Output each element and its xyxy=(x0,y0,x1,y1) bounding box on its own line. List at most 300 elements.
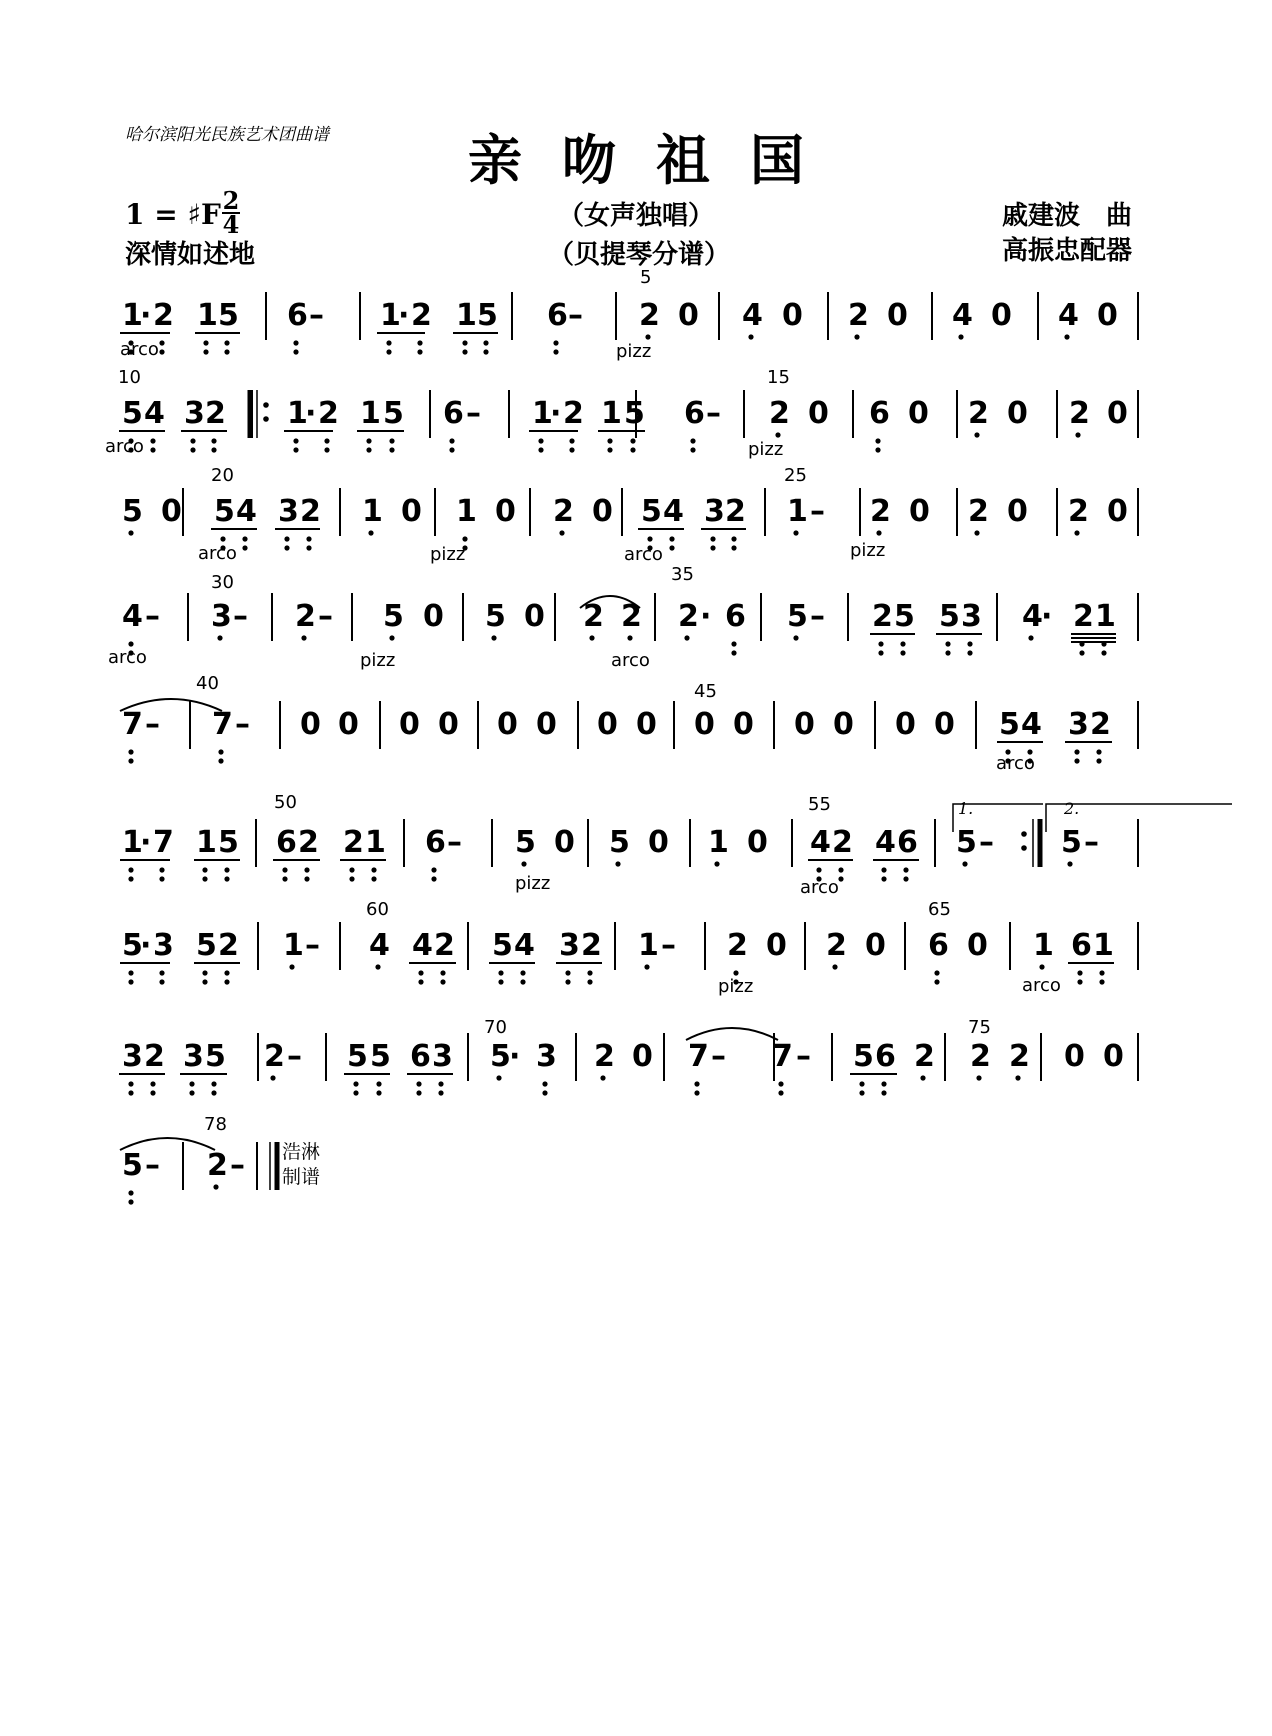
octave-dot xyxy=(1015,1075,1020,1080)
octave-dot xyxy=(282,876,287,881)
octave-dot xyxy=(128,530,133,535)
octave-dot xyxy=(150,1090,155,1095)
note-3: 3 xyxy=(1068,707,1089,742)
octave-dot xyxy=(289,964,294,969)
note-0: 0 xyxy=(808,396,829,431)
octave-dot xyxy=(389,635,394,640)
octave-dot xyxy=(854,334,859,339)
note-2: 2 xyxy=(205,396,226,431)
note-0: 0 xyxy=(794,707,815,742)
note-2: 2 xyxy=(678,599,699,634)
octave-dot xyxy=(881,867,886,872)
octave-dot xyxy=(128,749,133,754)
note-2: 2 xyxy=(581,928,602,963)
octave-dot xyxy=(438,1081,443,1086)
measure-number: 20 xyxy=(211,465,234,486)
articulation-label: pizz xyxy=(515,873,551,894)
dash-note: – xyxy=(145,599,160,634)
measure-number: 65 xyxy=(928,899,951,920)
octave-dot xyxy=(202,970,207,975)
note-7: 7 xyxy=(212,707,233,742)
octave-dot xyxy=(213,1184,218,1189)
note-3: 3 xyxy=(536,1039,557,1074)
octave-dot xyxy=(645,334,650,339)
octave-dot xyxy=(159,979,164,984)
note-0: 0 xyxy=(636,707,657,742)
dash-note: – xyxy=(796,1039,811,1074)
dash-note: – xyxy=(1084,825,1099,860)
octave-dot xyxy=(449,438,454,443)
note-6: 6 xyxy=(547,298,568,333)
octave-dot xyxy=(967,650,972,655)
note-5: 5 xyxy=(485,599,506,634)
note-2: 2 xyxy=(318,396,339,431)
octave-dot xyxy=(1067,861,1072,866)
octave-dot xyxy=(189,1081,194,1086)
note-1: 1 xyxy=(1095,599,1116,634)
octave-dot xyxy=(1075,432,1080,437)
octave-dot xyxy=(224,970,229,975)
articulation-label: pizz xyxy=(616,341,652,362)
octave-dot xyxy=(710,536,715,541)
articulation-label: arco xyxy=(800,877,839,898)
octave-dot xyxy=(881,1090,886,1095)
octave-dot xyxy=(128,867,133,872)
octave-dot xyxy=(190,438,195,443)
octave-dot xyxy=(417,340,422,345)
octave-dot xyxy=(498,979,503,984)
note-2: 2 xyxy=(621,599,642,634)
note-0: 0 xyxy=(833,707,854,742)
measure-number: 55 xyxy=(808,794,831,815)
note-2: 2 xyxy=(832,825,853,860)
articulation-label: pizz xyxy=(850,540,886,561)
octave-dot xyxy=(203,349,208,354)
note-5: 5 xyxy=(894,599,915,634)
octave-dot xyxy=(607,438,612,443)
note-6: 6 xyxy=(869,396,890,431)
dash-note: – xyxy=(711,1039,726,1074)
octave-dot xyxy=(353,1090,358,1095)
octave-dot xyxy=(224,876,229,881)
note-2: 2 xyxy=(848,298,869,333)
octave-dot xyxy=(190,447,195,452)
octave-dot xyxy=(900,641,905,646)
note-0: 0 xyxy=(1007,396,1028,431)
note-4: 4 xyxy=(144,396,165,431)
note-2: 2 xyxy=(968,494,989,529)
octave-dot xyxy=(224,979,229,984)
octave-dot xyxy=(150,438,155,443)
note-0: 0 xyxy=(161,494,182,529)
octave-dot xyxy=(159,970,164,975)
arranger: 高振忠配器 xyxy=(1002,236,1133,266)
octave-dot xyxy=(838,867,843,872)
note-0: 0 xyxy=(1103,1039,1124,1074)
note-5: 5 xyxy=(939,599,960,634)
octave-dot xyxy=(304,876,309,881)
note-3: 3 xyxy=(211,599,232,634)
octave-dot xyxy=(324,447,329,452)
articulation-label: pizz xyxy=(360,650,396,671)
octave-dot xyxy=(587,979,592,984)
dash-note: – xyxy=(447,825,462,860)
octave-dot xyxy=(748,334,753,339)
octave-dot xyxy=(417,349,422,354)
octave-dot xyxy=(431,867,436,872)
note-2: 2 xyxy=(914,1039,935,1074)
measure-number: 45 xyxy=(694,681,717,702)
page-title: 亲吻祖国 xyxy=(468,129,844,192)
octave-dot xyxy=(859,1090,864,1095)
note-5: 5 xyxy=(383,396,404,431)
note-3: 3 xyxy=(183,1039,204,1074)
note-1: 1 xyxy=(601,396,622,431)
octave-dot xyxy=(962,861,967,866)
octave-dot xyxy=(553,340,558,345)
octave-dot xyxy=(375,964,380,969)
octave-dot xyxy=(974,530,979,535)
note-4: 4 xyxy=(742,298,763,333)
octave-dot xyxy=(1077,979,1082,984)
note-2: 2 xyxy=(207,1148,228,1183)
note-3: 3 xyxy=(704,494,725,529)
note-1: 1 xyxy=(1093,928,1114,963)
octave-dot xyxy=(669,536,674,541)
note-0: 0 xyxy=(991,298,1012,333)
note-0: 0 xyxy=(967,928,988,963)
note-4: 4 xyxy=(514,928,535,963)
octave-dot xyxy=(587,970,592,975)
note-5: 5 xyxy=(122,1148,143,1183)
note-1: 1 xyxy=(380,298,401,333)
octave-dot xyxy=(1074,749,1079,754)
note-5: 5 xyxy=(122,396,143,431)
note-0: 0 xyxy=(895,707,916,742)
octave-dot xyxy=(694,1081,699,1086)
repeat-dot xyxy=(263,402,269,408)
octave-dot xyxy=(218,749,223,754)
note-3: 3 xyxy=(122,1039,143,1074)
octave-dot xyxy=(431,876,436,881)
octave-dot xyxy=(644,964,649,969)
note-7: 7 xyxy=(122,707,143,742)
octave-dot xyxy=(875,447,880,452)
note-0: 0 xyxy=(782,298,803,333)
note-2: 2 xyxy=(264,1039,285,1074)
repeat-dot xyxy=(1021,831,1027,837)
octave-dot xyxy=(218,758,223,763)
octave-dot xyxy=(498,970,503,975)
note-0: 0 xyxy=(401,494,422,529)
octave-dot xyxy=(1096,758,1101,763)
octave-dot xyxy=(903,867,908,872)
dash-note: – xyxy=(318,599,333,634)
octave-dot xyxy=(934,979,939,984)
octave-dot xyxy=(203,340,208,345)
measure-number: 75 xyxy=(968,1017,991,1038)
note-2: 2 xyxy=(1090,707,1111,742)
note-2: 2 xyxy=(343,825,364,860)
octave-dot xyxy=(565,979,570,984)
dot-augment: · xyxy=(305,396,317,431)
note-5: 5 xyxy=(624,396,645,431)
note-3: 3 xyxy=(961,599,982,634)
dash-note: – xyxy=(287,1039,302,1074)
note-2: 2 xyxy=(153,298,174,333)
octave-dot xyxy=(793,635,798,640)
volta-number: 2. xyxy=(1064,799,1080,818)
measure-number: 25 xyxy=(784,465,807,486)
dash-note: – xyxy=(706,396,721,431)
note-0: 0 xyxy=(632,1039,653,1074)
note-1: 1 xyxy=(1033,928,1054,963)
octave-dot xyxy=(189,1090,194,1095)
octave-dot xyxy=(324,438,329,443)
note-0: 0 xyxy=(592,494,613,529)
octave-dot xyxy=(282,867,287,872)
octave-dot xyxy=(496,1075,501,1080)
note-1: 1 xyxy=(365,825,386,860)
tempo-marking: 深情如述地 xyxy=(125,240,256,270)
dot-augment: · xyxy=(700,599,712,634)
octave-dot xyxy=(371,876,376,881)
dot-augment: · xyxy=(509,1039,521,1074)
octave-dot xyxy=(306,545,311,550)
subtitle-part: （贝提琴分谱） xyxy=(548,240,731,270)
articulation-label: pizz xyxy=(748,439,784,460)
note-5: 5 xyxy=(641,494,662,529)
octave-dot xyxy=(483,349,488,354)
dash-note: – xyxy=(979,825,994,860)
note-4: 4 xyxy=(236,494,257,529)
octave-dot xyxy=(202,876,207,881)
octave-dot xyxy=(150,1081,155,1086)
note-0: 0 xyxy=(1007,494,1028,529)
note-3: 3 xyxy=(278,494,299,529)
articulation-label: pizz xyxy=(430,544,466,565)
octave-dot xyxy=(859,1081,864,1086)
note-5: 5 xyxy=(492,928,513,963)
note-5: 5 xyxy=(218,825,239,860)
octave-dot xyxy=(242,545,247,550)
octave-dot xyxy=(875,438,880,443)
note-2: 2 xyxy=(727,928,748,963)
octave-dot xyxy=(714,861,719,866)
note-2: 2 xyxy=(218,928,239,963)
note-0: 0 xyxy=(1107,396,1128,431)
note-0: 0 xyxy=(766,928,787,963)
octave-dot xyxy=(878,641,883,646)
note-2: 2 xyxy=(434,928,455,963)
octave-dot xyxy=(368,530,373,535)
octave-dot xyxy=(589,635,594,640)
note-1: 1 xyxy=(360,396,381,431)
articulation-label: arco xyxy=(624,544,663,565)
note-7: 7 xyxy=(153,825,174,860)
measure-number: 30 xyxy=(211,572,234,593)
octave-dot xyxy=(128,1199,133,1204)
note-0: 0 xyxy=(648,825,669,860)
octave-dot xyxy=(128,1090,133,1095)
note-3: 3 xyxy=(432,1039,453,1074)
note-1: 1 xyxy=(456,494,477,529)
note-2: 2 xyxy=(298,825,319,860)
articulation-label: arco xyxy=(198,543,237,564)
note-1: 1 xyxy=(122,298,143,333)
note-6: 6 xyxy=(276,825,297,860)
dot-augment: · xyxy=(398,298,410,333)
octave-dot xyxy=(876,530,881,535)
measure-number: 70 xyxy=(484,1017,507,1038)
note-7: 7 xyxy=(772,1039,793,1074)
octave-dot xyxy=(349,876,354,881)
note-1: 1 xyxy=(283,928,304,963)
octave-dot xyxy=(418,979,423,984)
note-5: 5 xyxy=(370,1039,391,1074)
octave-dot xyxy=(293,349,298,354)
octave-dot xyxy=(306,536,311,541)
note-5: 5 xyxy=(609,825,630,860)
octave-dot xyxy=(1074,530,1079,535)
note-2: 2 xyxy=(639,298,660,333)
octave-dot xyxy=(418,970,423,975)
note-2: 2 xyxy=(1073,599,1094,634)
note-1: 1 xyxy=(787,494,808,529)
signature-line: 制谱 xyxy=(282,1166,321,1188)
dot-augment: · xyxy=(550,396,562,431)
octave-dot xyxy=(627,635,632,640)
note-1: 1 xyxy=(638,928,659,963)
octave-dot xyxy=(878,650,883,655)
octave-dot xyxy=(462,340,467,345)
note-1: 1 xyxy=(362,494,383,529)
note-7: 7 xyxy=(688,1039,709,1074)
note-5: 5 xyxy=(196,928,217,963)
note-5: 5 xyxy=(218,298,239,333)
measure-number: 5 xyxy=(640,267,652,288)
octave-dot xyxy=(1028,635,1033,640)
octave-dot xyxy=(353,1081,358,1086)
octave-dot xyxy=(293,340,298,345)
octave-dot xyxy=(669,545,674,550)
dash-note: – xyxy=(466,396,481,431)
note-0: 0 xyxy=(909,494,930,529)
octave-dot xyxy=(128,1081,133,1086)
octave-dot xyxy=(731,536,736,541)
note-1: 1 xyxy=(122,825,143,860)
note-4: 4 xyxy=(1021,707,1042,742)
articulation-label: arco xyxy=(611,650,650,671)
dash-note: – xyxy=(309,298,324,333)
note-1: 1 xyxy=(287,396,308,431)
octave-dot xyxy=(211,1090,216,1095)
octave-dot xyxy=(202,979,207,984)
octave-dot xyxy=(778,1081,783,1086)
octave-dot xyxy=(974,432,979,437)
note-0: 0 xyxy=(1107,494,1128,529)
note-5: 5 xyxy=(787,599,808,634)
note-2: 2 xyxy=(968,396,989,431)
note-6: 6 xyxy=(425,825,446,860)
note-0: 0 xyxy=(497,707,518,742)
note-4: 4 xyxy=(875,825,896,860)
note-5: 5 xyxy=(205,1039,226,1074)
octave-dot xyxy=(731,641,736,646)
note-0: 0 xyxy=(887,298,908,333)
dash-note: – xyxy=(145,1148,160,1183)
octave-dot xyxy=(211,438,216,443)
octave-dot xyxy=(386,349,391,354)
note-2: 2 xyxy=(295,599,316,634)
note-6: 6 xyxy=(928,928,949,963)
octave-dot xyxy=(217,635,222,640)
note-5: 5 xyxy=(122,494,143,529)
measure-number: 60 xyxy=(366,899,389,920)
octave-dot xyxy=(958,334,963,339)
octave-dot xyxy=(449,447,454,452)
note-0: 0 xyxy=(495,494,516,529)
octave-dot xyxy=(710,545,715,550)
octave-dot xyxy=(440,970,445,975)
octave-dot xyxy=(150,447,155,452)
dash-note: – xyxy=(145,707,160,742)
note-2: 2 xyxy=(870,494,891,529)
octave-dot xyxy=(1039,964,1044,969)
dot-augment: · xyxy=(140,928,152,963)
octave-dot xyxy=(224,349,229,354)
note-0: 0 xyxy=(694,707,715,742)
organization: 哈尔滨阳光民族艺术团曲谱 xyxy=(125,125,329,145)
note-5: 5 xyxy=(1061,825,1082,860)
octave-dot xyxy=(538,438,543,443)
dot-augment: · xyxy=(140,825,152,860)
note-2: 2 xyxy=(594,1039,615,1074)
octave-dot xyxy=(565,970,570,975)
octave-dot xyxy=(128,1190,133,1195)
dash-note: – xyxy=(235,707,250,742)
dash-note: – xyxy=(568,298,583,333)
time-signature-bottom: 4 xyxy=(222,210,240,239)
octave-dot xyxy=(569,447,574,452)
octave-dot xyxy=(690,447,695,452)
note-5: 5 xyxy=(490,1039,511,1074)
note-2: 2 xyxy=(872,599,893,634)
octave-dot xyxy=(284,545,289,550)
note-3: 3 xyxy=(184,396,205,431)
octave-dot xyxy=(733,970,738,975)
octave-dot xyxy=(694,1090,699,1095)
note-5: 5 xyxy=(515,825,536,860)
octave-dot xyxy=(684,635,689,640)
octave-dot xyxy=(293,447,298,452)
note-1: 1 xyxy=(196,825,217,860)
note-2: 2 xyxy=(583,599,604,634)
octave-dot xyxy=(284,536,289,541)
note-6: 6 xyxy=(410,1039,431,1074)
note-0: 0 xyxy=(1064,1039,1085,1074)
dot-augment: · xyxy=(140,298,152,333)
key-signature: 1 = ♯F xyxy=(125,198,221,231)
octave-dot xyxy=(967,641,972,646)
octave-dot xyxy=(690,438,695,443)
octave-dot xyxy=(416,1081,421,1086)
note-1: 1 xyxy=(456,298,477,333)
octave-dot xyxy=(211,447,216,452)
measure-number: 35 xyxy=(671,564,694,585)
octave-dot xyxy=(202,867,207,872)
note-6: 6 xyxy=(725,599,746,634)
